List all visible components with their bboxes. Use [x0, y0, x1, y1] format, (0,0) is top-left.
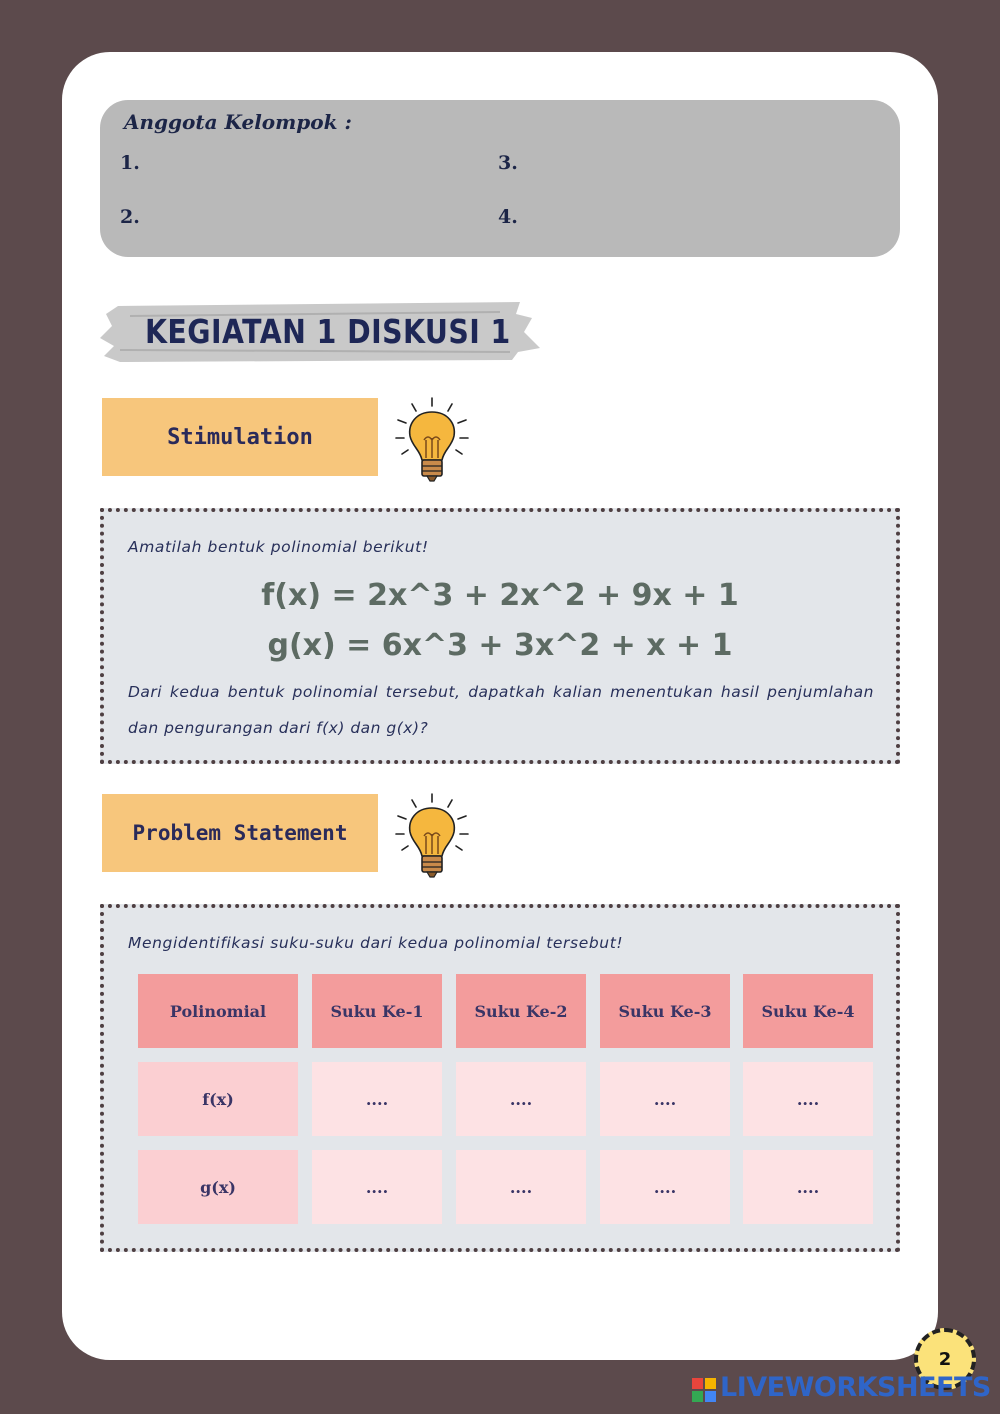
- answer-cell-f-1[interactable]: ....: [312, 1062, 442, 1136]
- member-number-1: 1.: [120, 152, 140, 174]
- answer-cell-g-2[interactable]: ....: [456, 1150, 586, 1224]
- section-title: KEGIATAN 1 DISKUSI 1: [145, 312, 511, 351]
- problem-prompt: Mengidentifikasi suku-suku dari kedua polinomial tersebut!: [128, 934, 624, 952]
- answer-cell-f-3[interactable]: ....: [600, 1062, 730, 1136]
- table-header-polinomial: Polinomial: [138, 974, 298, 1048]
- stimulation-panel: [100, 508, 900, 764]
- answer-cell-f-4[interactable]: ....: [743, 1062, 873, 1136]
- member-3-input[interactable]: [524, 148, 848, 178]
- member-1-input[interactable]: [146, 148, 470, 178]
- group-members-title: Anggota Kelompok :: [124, 110, 352, 134]
- stimulation-prompt: Amatilah bentuk polinomial berikut!: [128, 538, 429, 556]
- member-4-input[interactable]: [524, 202, 848, 232]
- table-row-label-g: g(x): [138, 1150, 298, 1224]
- stimulation-question: Dari kedua bentuk polinomial tersebut, dapatkah kalian menentukan hasil penjumlahan dan pengurangan dari f(x) dan g(x)?: [128, 683, 874, 737]
- liveworksheets-logo-icon: [692, 1378, 716, 1402]
- equation-g: g(x) = 6x^3 + 3x^2 + x + 1: [267, 628, 733, 663]
- table-header-suku-3: Suku Ke-3: [600, 974, 730, 1048]
- member-number-3: 3.: [498, 152, 518, 174]
- member-number-2: 2.: [120, 206, 140, 228]
- answer-cell-g-1[interactable]: ....: [312, 1150, 442, 1224]
- lightbulb-icon: [392, 792, 472, 882]
- answer-cell-f-2[interactable]: ....: [456, 1062, 586, 1136]
- group-members-box: [100, 100, 900, 257]
- member-2-input[interactable]: [146, 202, 470, 232]
- member-number-4: 4.: [498, 206, 518, 228]
- table-header-suku-1: Suku Ke-1: [312, 974, 442, 1048]
- table-row-label-f: f(x): [138, 1062, 298, 1136]
- page-number-badge: 2: [914, 1328, 976, 1390]
- lightbulb-icon: [392, 396, 472, 486]
- problem-statement-tag: Problem Statement: [102, 794, 378, 872]
- table-header-suku-2: Suku Ke-2: [456, 974, 586, 1048]
- answer-cell-g-3[interactable]: ....: [600, 1150, 730, 1224]
- answer-cell-g-4[interactable]: ....: [743, 1150, 873, 1224]
- stimulation-tag: Stimulation: [102, 398, 378, 476]
- equation-f: f(x) = 2x^3 + 2x^2 + 9x + 1: [261, 578, 739, 613]
- table-header-suku-4: Suku Ke-4: [743, 974, 873, 1048]
- watermark: LIVEWORKSHEETS: [720, 1372, 991, 1403]
